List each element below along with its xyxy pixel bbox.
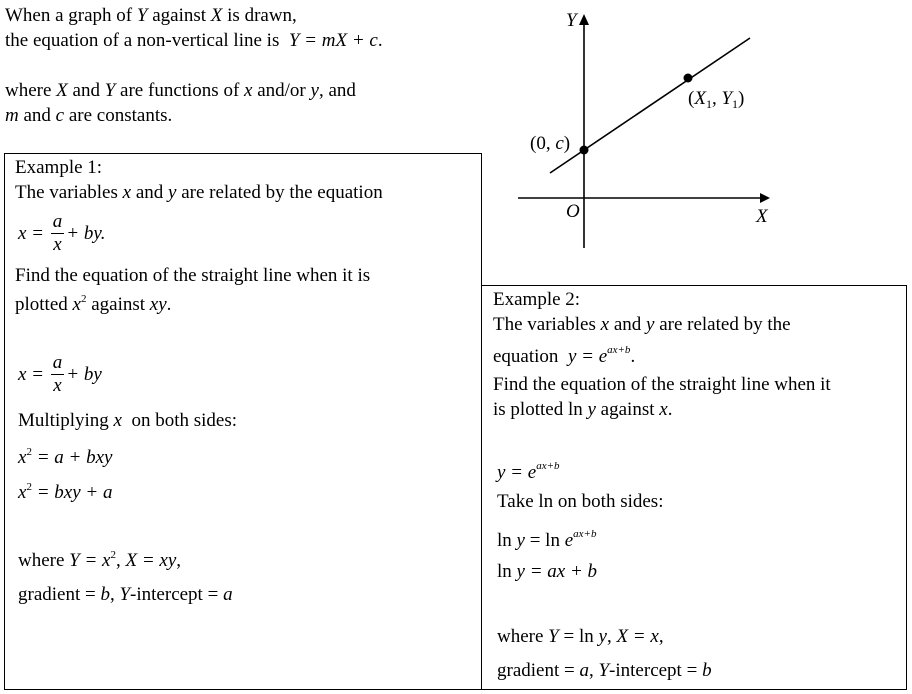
var-y: y: [310, 80, 319, 101]
exponent: 2: [80, 293, 87, 305]
def-X: X = xy: [125, 550, 177, 571]
exponent: 2: [26, 481, 32, 493]
text: against: [86, 294, 150, 315]
text: ,: [606, 626, 617, 647]
intro-text: are constants.: [64, 105, 173, 126]
exponent: ax+b: [536, 460, 560, 472]
text: The variables: [493, 314, 601, 335]
example-2-statement-line-1: [493, 315, 791, 334]
fraction: [51, 353, 65, 396]
var-Y: Y: [598, 660, 610, 681]
text: are related by the equation: [176, 182, 383, 203]
var-x: x: [18, 482, 27, 503]
text: = ln: [524, 530, 565, 551]
text: where: [497, 626, 549, 647]
text: equation: [493, 346, 568, 367]
exponent: 2: [110, 549, 116, 561]
var-x: x: [122, 182, 132, 203]
intro-text: When a graph of: [5, 5, 137, 26]
fraction: [51, 212, 65, 255]
var-x: x: [18, 447, 27, 468]
eq-rhs: + by: [66, 363, 102, 385]
example-2-solution-equation: [497, 461, 560, 482]
example-2-question-line-1: Find the equation of the straight line when it: [493, 374, 831, 395]
text: gradient =: [497, 660, 580, 681]
example-1-step-1: [18, 448, 112, 467]
var-x: x: [244, 80, 253, 101]
x-axis-arrow: [760, 193, 770, 203]
var-b: b: [702, 660, 712, 681]
intro-text: and/or: [252, 80, 311, 101]
intro-text: is drawn,: [222, 5, 297, 26]
example-1-question-line-1: Find the equation of the straight line when it is: [15, 265, 371, 286]
text: .: [630, 346, 636, 367]
text: -intercept =: [609, 660, 703, 681]
x-axis-label: X: [756, 206, 768, 227]
eq-rhs: + by.: [66, 222, 106, 244]
text: ,: [176, 550, 182, 571]
example-1-question-line-2: [15, 295, 171, 314]
var-m: m: [5, 105, 19, 126]
example-2-step-1: [497, 529, 596, 550]
example-2-gradient: [497, 661, 712, 680]
point-x1-y1: [684, 74, 693, 83]
example-1-multiplying: [18, 411, 237, 430]
eq-rhs: = a + bxy: [31, 447, 113, 468]
exponent: 2: [26, 446, 32, 458]
var-X: X: [210, 5, 223, 26]
intercept-point: [580, 146, 589, 155]
eq: y = e: [497, 462, 537, 483]
var-xy: xy: [149, 294, 167, 315]
intro-text: the equation of a non-vertical line is: [5, 30, 289, 51]
text: gradient =: [18, 584, 101, 605]
example-1-solution-equation: [18, 353, 102, 396]
example-1-step-2: [18, 483, 112, 502]
var-a: a: [579, 660, 589, 681]
intro-line-1: [5, 6, 297, 25]
var-a: a: [223, 584, 233, 605]
intro-line-4: [5, 106, 172, 125]
var-b: b: [100, 584, 110, 605]
y-axis-label: Y: [566, 10, 577, 31]
text: are related by the: [654, 314, 791, 335]
example-1-gradient: [18, 585, 233, 604]
given-equation: y = e: [567, 346, 608, 367]
intro-text: are functions of: [115, 80, 245, 101]
example-1-title: Example 1:: [15, 157, 103, 178]
eq-lhs: x =: [18, 363, 49, 385]
origin-label: O: [566, 201, 580, 222]
denominator: x: [53, 233, 62, 255]
var-c: c: [55, 105, 65, 126]
var-x: x: [72, 294, 81, 315]
var-y: y: [587, 399, 596, 420]
example-1-where: [18, 551, 181, 570]
ln: ln: [497, 561, 517, 582]
var-y: y: [598, 626, 607, 647]
var-y: y: [646, 314, 655, 335]
var-x: x: [659, 399, 668, 420]
text: and: [609, 314, 646, 335]
example-2-where: [497, 627, 664, 646]
text: .: [667, 399, 673, 420]
var-Y: Y: [119, 584, 131, 605]
intro-text: and: [18, 105, 56, 126]
y-axis-arrow: [579, 14, 589, 25]
ln: ln: [497, 530, 517, 551]
eq-lhs: x =: [18, 222, 49, 244]
text: plotted: [15, 294, 73, 315]
exponent: ax+b: [607, 344, 631, 356]
var-e: e: [564, 530, 574, 551]
def-Y: Y = x: [69, 550, 111, 571]
example-1-statement: [15, 183, 383, 202]
text: is plotted ln: [493, 399, 588, 420]
intro-text: against: [147, 5, 211, 26]
line-equation: Y = mX + c: [288, 30, 378, 51]
text: -intercept =: [130, 584, 224, 605]
example-2-statement-line-2: [493, 345, 635, 366]
var-x: x: [600, 314, 610, 335]
example-1-given-equation: [18, 212, 105, 255]
text: ,: [658, 626, 664, 647]
text: where: [18, 550, 70, 571]
text: ,: [116, 550, 126, 571]
var-X: X: [56, 80, 68, 101]
var-y: y: [516, 561, 525, 582]
text: and: [131, 182, 168, 203]
eq-rhs: = ax + b: [524, 561, 598, 582]
text: The variables: [15, 182, 123, 203]
denominator: x: [53, 374, 62, 396]
example-2-question-line-2: [493, 400, 672, 419]
numerator: a: [52, 211, 63, 232]
text: on both sides:: [121, 410, 238, 431]
intro-text: .: [377, 30, 383, 51]
var-Y: Y: [548, 626, 559, 647]
intro-line-3: [5, 81, 356, 100]
straight-line-graph: [500, 0, 800, 260]
text: ,: [109, 584, 120, 605]
example-2-title: Example 2:: [493, 289, 581, 310]
intro-text: where: [5, 80, 57, 101]
text: against: [595, 399, 660, 420]
example-2-step-2: [497, 562, 597, 581]
numerator: a: [52, 352, 63, 373]
var-y: y: [516, 530, 525, 551]
text: = ln: [558, 626, 599, 647]
text: Multiplying: [18, 410, 114, 431]
eq-rhs: = bxy + a: [31, 482, 113, 503]
intercept-label: (0, c): [530, 133, 571, 154]
var-y: y: [168, 182, 177, 203]
var-x: x: [113, 410, 122, 431]
point-label: ($X_1$, $Y_1$): [688, 88, 745, 111]
example-2-take-ln: Take ln on both sides:: [497, 491, 664, 512]
exponent: ax+b: [573, 528, 597, 540]
intro-text: , and: [318, 80, 356, 101]
var-Y: Y: [104, 80, 116, 101]
text: ,: [588, 660, 599, 681]
var-Y: Y: [136, 5, 148, 26]
text: .: [166, 294, 172, 315]
def-X: X = x: [616, 626, 659, 647]
intro-text: and: [67, 80, 105, 101]
intro-line-2: [5, 31, 383, 50]
